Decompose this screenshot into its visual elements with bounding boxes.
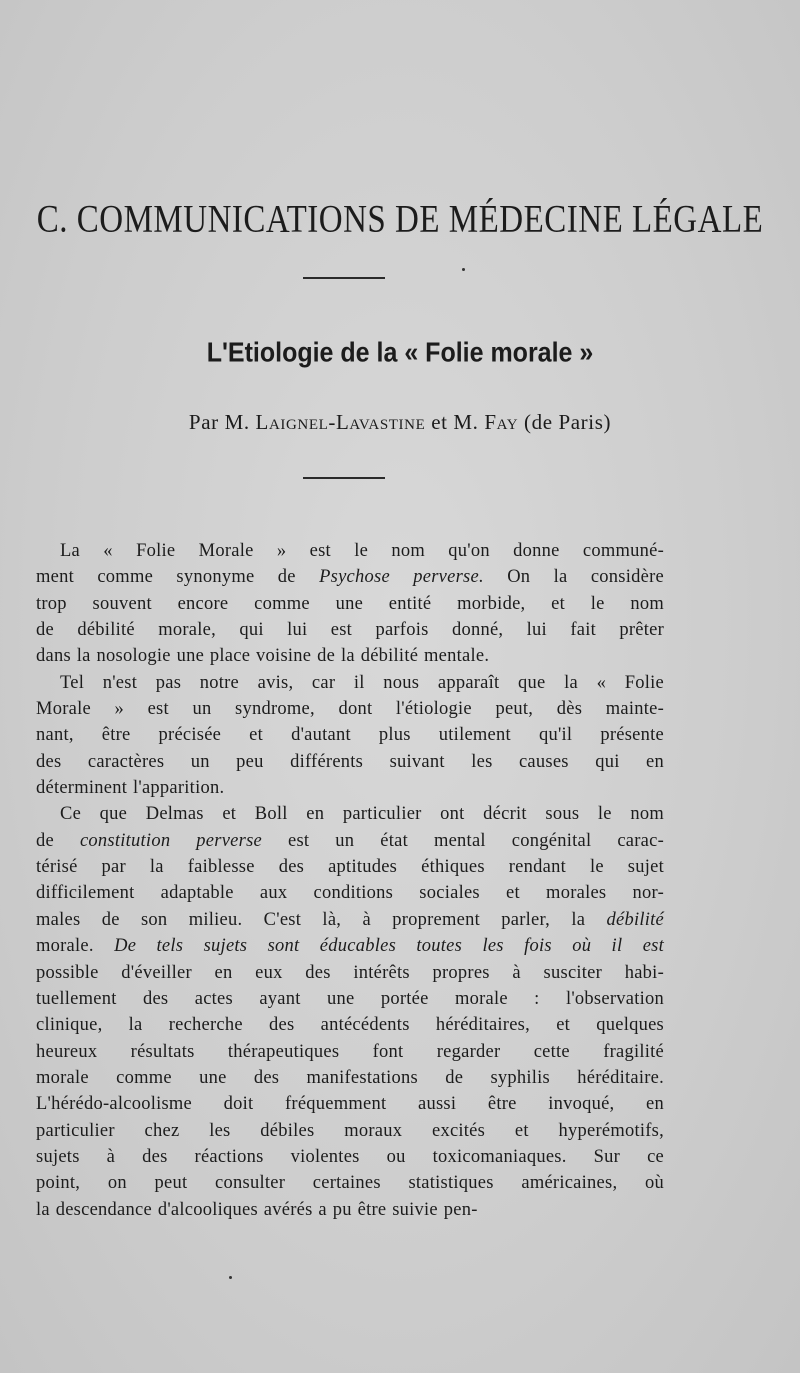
text-line: de débilité morale, qui lui est parfois donné, lui fait prêter xyxy=(36,620,664,641)
article-body xyxy=(36,538,664,1223)
paper-speck xyxy=(229,1276,232,1279)
text-line: ment comme synonyme de Psychose perverse. On la considère xyxy=(36,567,664,588)
article-title: L'Etiologie de la « Folie morale » xyxy=(206,337,594,369)
text-line: de constitution perverse est un état mental congénital carac- xyxy=(36,830,664,851)
text-line: tuellement des actes ayant une portée morale : l'observation xyxy=(36,988,664,1009)
byline-connector: et M. xyxy=(425,410,485,434)
text-line: trop souvent encore comme une entité morbide, et le nom xyxy=(36,593,664,614)
text-line: difficilement adaptable aux conditions sociales et morales nor- xyxy=(36,883,664,904)
text-line: Tel n'est pas notre avis, car il nous apparaît que la « Folie xyxy=(60,672,664,693)
paragraph xyxy=(36,670,664,802)
text-line: déterminent l'apparition. xyxy=(36,778,225,799)
paragraph xyxy=(36,801,664,1223)
byline-author-1: Laignel-Lavastine xyxy=(255,410,426,434)
top-divider-rule xyxy=(303,277,385,279)
text-line: la descendance d'alcooliques avérés a pu être suivie pen- xyxy=(36,1199,478,1220)
text-line: clinique, la recherche des antécédents héréditaires, et quelques xyxy=(36,1015,664,1036)
text-line: L'hérédo-alcoolisme doit fréquemment aussi être invoqué, en xyxy=(36,1094,664,1115)
text-line: point, on peut consulter certaines statistiques américaines, où xyxy=(36,1173,664,1194)
byline-prefix: Par M. xyxy=(188,410,256,434)
byline-author-2: Fay xyxy=(484,410,519,434)
text-line: Morale » est un syndrome, dont l'étiologie peut, dès mainte- xyxy=(36,699,664,720)
text-line: morale comme une des manifestations de syphilis héréditaire. xyxy=(36,1067,664,1088)
text-line: heureux résultats thérapeutiques font regarder cette fragilité xyxy=(36,1041,664,1062)
section-heading: C. COMMUNICATIONS DE MÉDECINE LÉGALE xyxy=(36,198,764,242)
text-line: Ce que Delmas et Boll en particulier ont décrit sous le nom xyxy=(60,804,664,825)
text-line: La « Folie Morale » est le nom qu'on donne communé- xyxy=(60,541,664,561)
text-line: morale. De tels sujets sont éducables toutes les fois où il est xyxy=(36,936,664,957)
text-line: des caractères un peu différents suivant les causes qui en xyxy=(36,751,664,772)
text-line: males de son milieu. C'est là, à proprement parler, la débilité xyxy=(36,909,664,930)
text-line: particulier chez les débiles moraux excités et hyperémotifs, xyxy=(36,1120,664,1141)
text-line: térisé par la faiblesse des aptitudes éthiques rendant le sujet xyxy=(36,857,664,878)
bottom-divider-rule xyxy=(303,477,385,479)
text-line: possible d'éveiller en eux des intérêts propres à susciter habi- xyxy=(36,962,664,983)
text-line: sujets à des réactions violentes ou toxicomaniaques. Sur ce xyxy=(36,1146,664,1167)
byline xyxy=(0,410,800,435)
paper-speck xyxy=(462,268,465,271)
text-line: dans la nosologie une place voisine de la débilité mentale. xyxy=(36,646,490,667)
text-line: nant, être précisée et d'autant plus utilement qu'il présente xyxy=(36,725,664,746)
byline-suffix: (de Paris) xyxy=(518,410,612,434)
paragraph xyxy=(36,538,664,670)
